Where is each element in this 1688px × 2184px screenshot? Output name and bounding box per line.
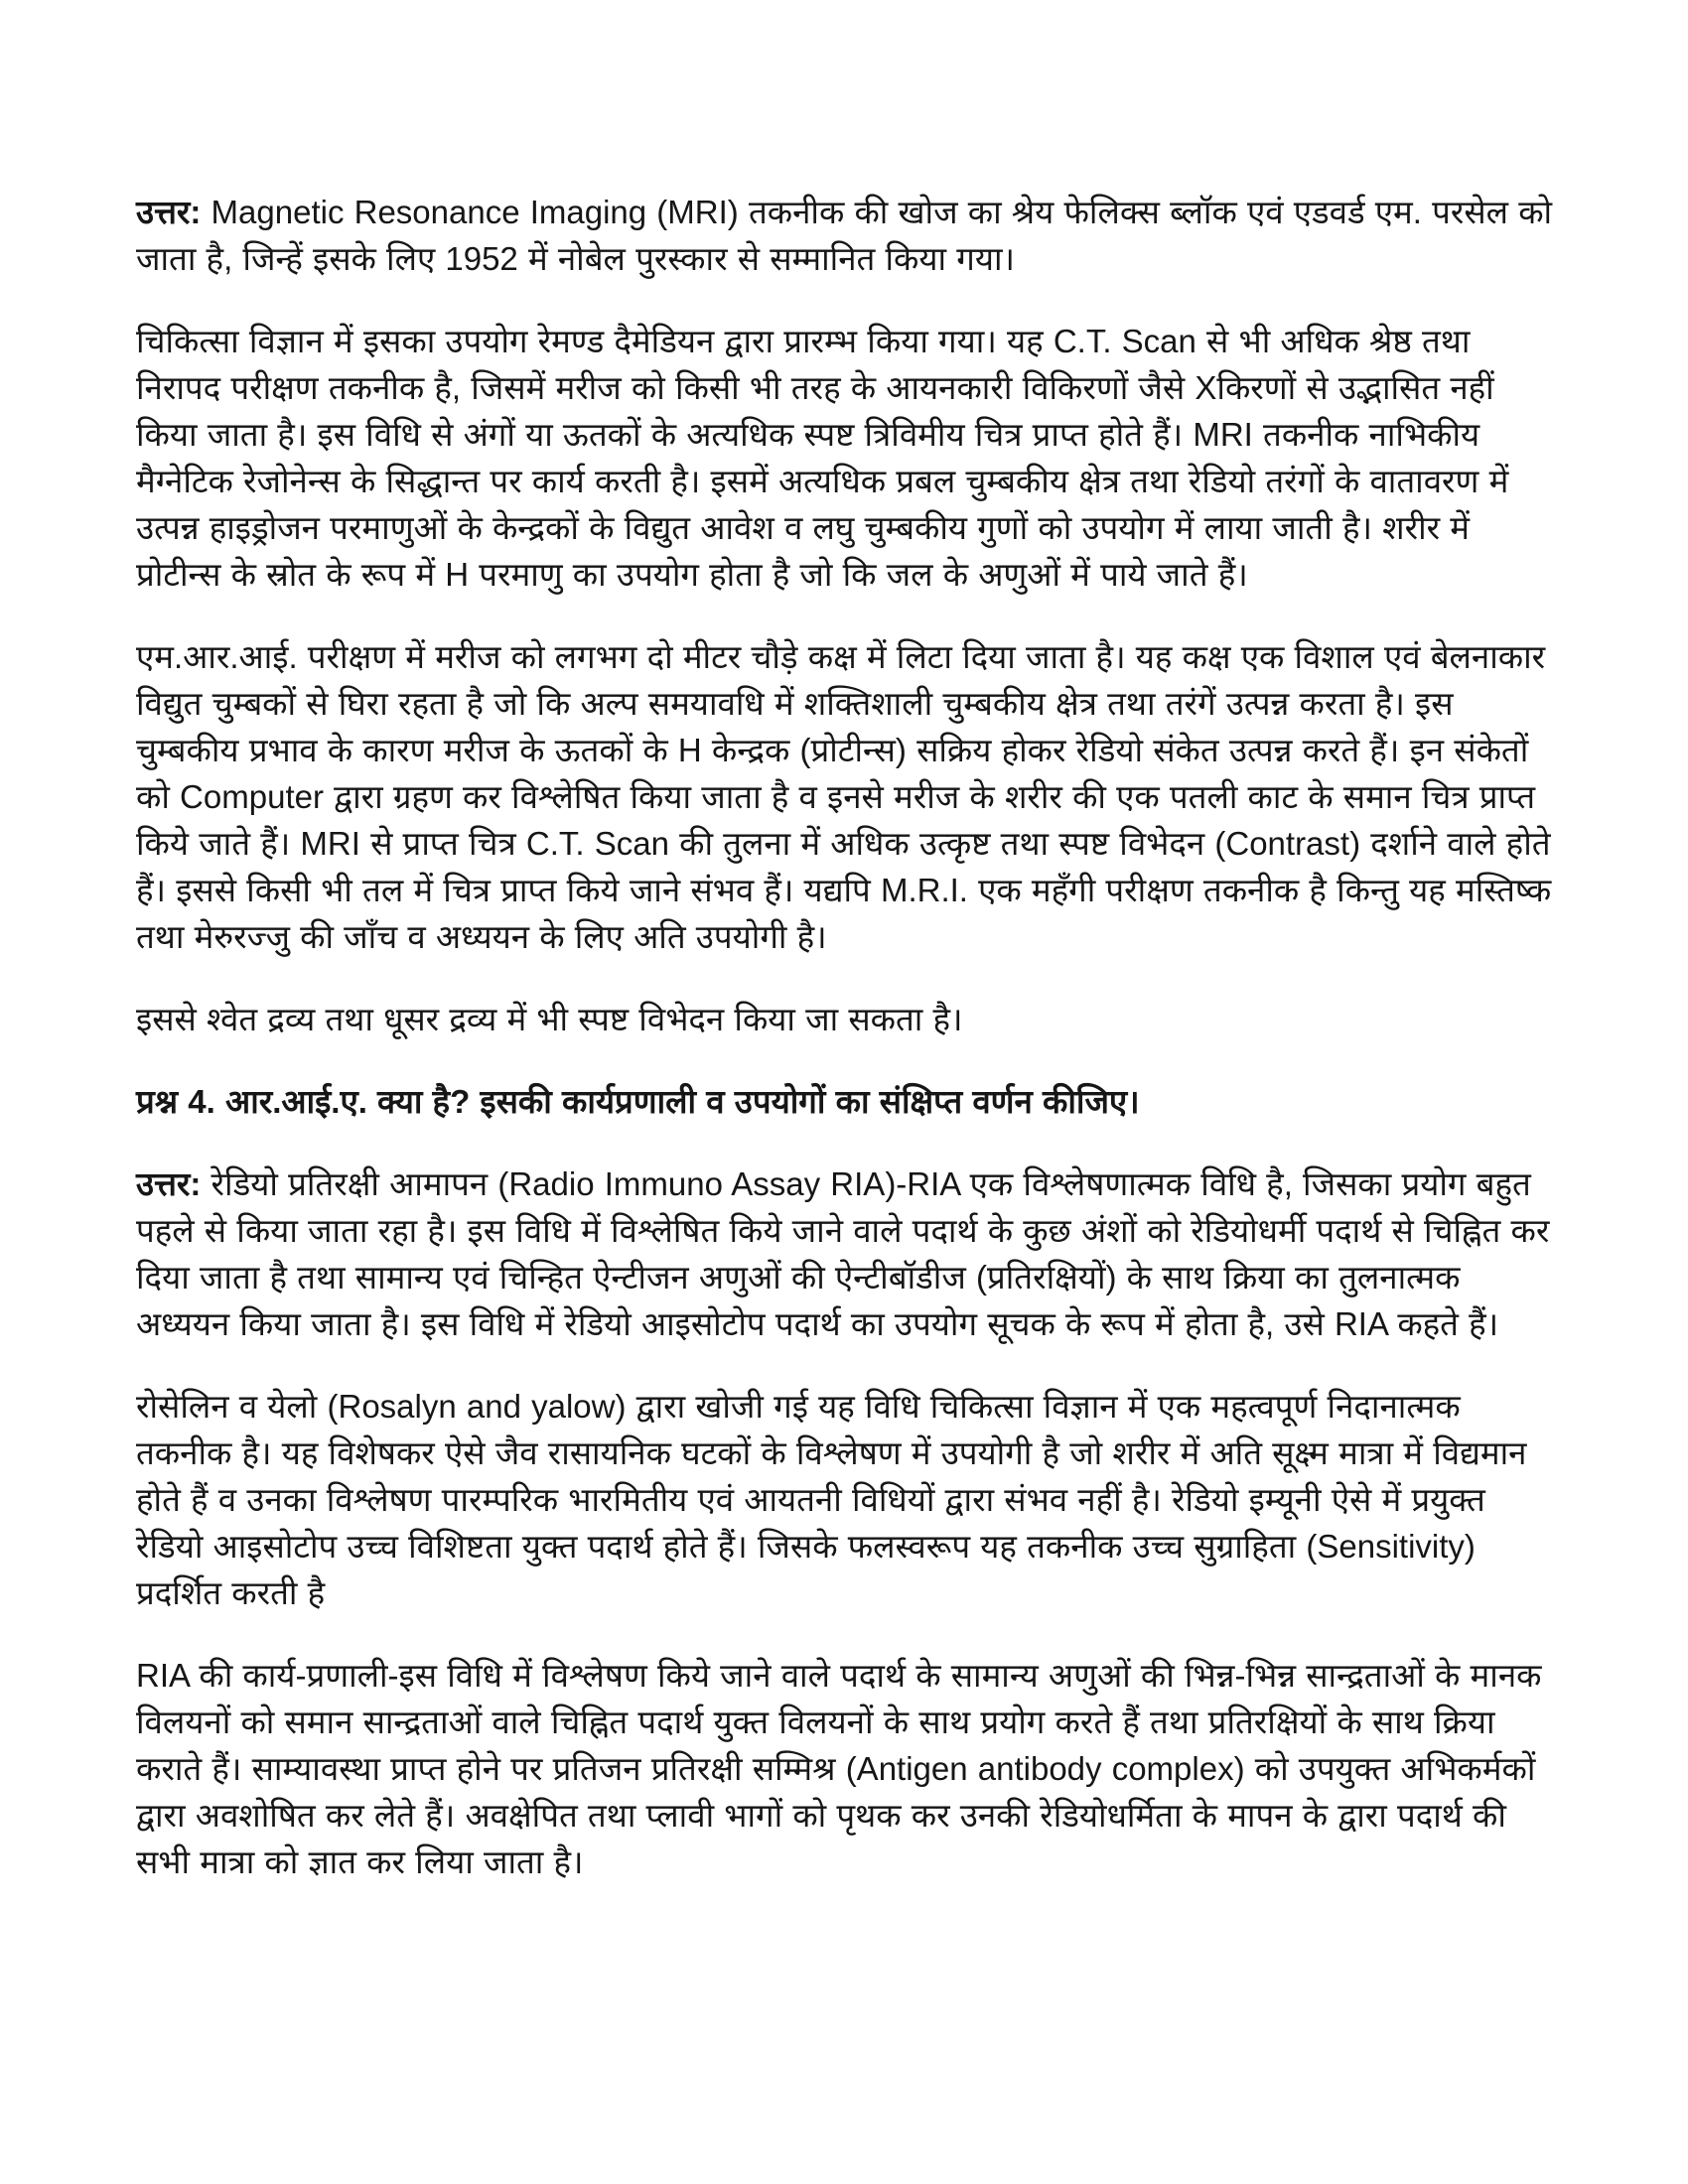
question-heading-ria: प्रश्न 4. आर.आई.ए. क्या है? इसकी कार्यप्रणाली व उपयोगों का संक्षिप्त वर्णन कीजिए। (136, 1083, 1140, 1120)
body-paragraph-ria-method: RIA की कार्य-प्रणाली-इस विधि में विश्लेषण किये जाने वाले पदार्थ के सामान्य अणुओं की भिन्न-भिन्न सान्द्रताओं के मानक विलयनों को समान सान्द्रताओं वाले चिह्नित पदार्थ युक्त विलयनों के साथ प्रयोग करते हैं तथा प्रतिरक्षियों के साथ क्रिया कराते हैं। साम्यावस्था प्राप्त होने पर प्रतिजन प्रतिरक्षी सम्मिश्र (Antigen antibody complex) को उपयुक्त अभिकर्मकों द्वारा अवशोषित कर लेते हैं। अवक्षेपित तथा प्लावी भागों को पृथक कर उनकी रेडियोधर्मिता के मापन के द्वारा पदार्थ की सभी मात्रा को ज्ञात कर लिया जाता है। (136, 1657, 1542, 1880)
answer-paragraph-ria (136, 1160, 1559, 1347)
answer-text: Magnetic Resonance Imaging (MRI) तकनीक की खोज का श्रेय फेलिक्स ब्लॉक एवं एडवर्ड एम. परसेल को जाता है, जिन्हें इसके लिए 1952 में नोबेल पुरस्कार से सम्मानित किया गया। (136, 194, 1553, 277)
answer-label: उत्तर: (136, 1165, 202, 1202)
answer-paragraph-mri (136, 189, 1559, 282)
body-paragraph-matter-contrast: इससे श्वेत द्रव्य तथा धूसर द्रव्य में भी स्पष्ट विभेदन किया जा सकता है। (136, 1001, 963, 1037)
body-paragraph-mri-procedure: एम.आर.आई. परीक्षण में मरीज को लगभग दो मीटर चौड़े कक्ष में लिटा दिया जाता है। यह कक्ष एक विशाल एवं बेलनाकार विद्युत चुम्बकों से घिरा रहता है जो कि अल्प समयावधि में शक्तिशाली चुम्बकीय क्षेत्र तथा तरंगें उत्पन्न करता है। इस चुम्बकीय प्रभाव के कारण मरीज के ऊतकों के H केन्द्रक (प्रोटीन्स) सक्रिय होकर रेडियो संकेत उत्पन्न करते हैं। इन संकेतों को Computer द्वारा ग्रहण कर विश्लेषित किया जाता है व इनसे मरीज के शरीर की एक पतली काट के समान चित्र प्राप्त किये जाते हैं। MRI से प्राप्त चित्र C.T. Scan की तुलना में अधिक उत्कृष्ट तथा स्पष्ट विभेदन (Contrast) दर्शाने वाले होते हैं। इससे किसी भी तल में चित्र प्राप्त किये जाने संभव हैं। यद्यपि M.R.I. एक महँगी परीक्षण तकनीक है किन्तु यह मस्तिष्क तथा मेरुरज्जु की जाँच व अध्ययन के लिए अति उपयोगी है। (136, 638, 1552, 955)
answer-text: रेडियो प्रतिरक्षी आमापन (Radio Immuno Assay RIA)-RIA एक विश्लेषणात्मक विधि है, जिसका प्रयोग बहुत पहले से किया जाता रहा है। इस विधि में विश्लेषित किये जाने वाले पदार्थ के कुछ अंशों को रेडियोधर्मी पदार्थ से चिह्नित कर दिया जाता है तथा सामान्य एवं चिन्हित ऐन्टीजन अणुओं की ऐन्टीबॉडीज (प्रतिरक्षियों) के साथ क्रिया का तुलनात्मक अध्ययन किया जाता है। इस विधि में रेडियो आइसोटोप पदार्थ का उपयोग सूचक के रूप में होता है, उसे RIA कहते हैं। (136, 1165, 1550, 1342)
body-paragraph-mri-usage: चिकित्सा विज्ञान में इसका उपयोग रेमण्ड दैमेडियन द्वारा प्रारम्भ किया गया। यह C.T. Scan से भी अधिक श्रेष्ठ तथा निरापद परीक्षण तकनीक है, जिसमें मरीज को किसी भी तरह के आयनकारी विकिरणों जैसे Xकिरणों से उद्भासित नहीं किया जाता है। इस विधि से अंगों या ऊतकों के अत्यधिक स्पष्ट त्रिविमीय चित्र प्राप्त होते हैं। MRI तकनीक नाभिकीय मैग्नेटिक रेजोनेन्स के सिद्धान्त पर कार्य करती है। इसमें अत्यधिक प्रबल चुम्बकीय क्षेत्र तथा रेडियो तरंगों के वातावरण में उत्पन्न हाइड्रोजन परमाणुओं के केन्द्रकों के विद्युत आवेश व लघु चुम्बकीय गुणों को उपयोग में लाया जाती है। शरीर में प्रोटीन्स के स्रोत के रूप में H परमाणु का उपयोग होता है जो कि जल के अणुओं में पाये जाते हैं। (136, 323, 1509, 593)
answer-label: उत्तर: (136, 194, 202, 230)
body-paragraph-ria-discovery: रोसेलिन व येलो (Rosalyn and yalow) द्वारा खोजी गई यह विधि चिकित्सा विज्ञान में एक महत्वपूर्ण निदानात्मक तकनीक है। यह विशेषकर ऐसे जैव रासायनिक घटकों के विश्लेषण में उपयोगी है जो शरीर में अति सूक्ष्म मात्रा में विद्यमान होते हैं व उनका विश्लेषण पारम्परिक भारमितीय एवं आयतनी विधियों द्वारा संभव नहीं है। रेडियो इम्यूनी ऐसे में प्रयुक्त रेडियो आइसोटोप उच्च विशिष्टता युक्त पदार्थ होते हैं। जिसके फलस्वरूप यह तकनीक उच्च सुग्राहिता (Sensitivity) प्रदर्शित करती है (136, 1388, 1527, 1611)
